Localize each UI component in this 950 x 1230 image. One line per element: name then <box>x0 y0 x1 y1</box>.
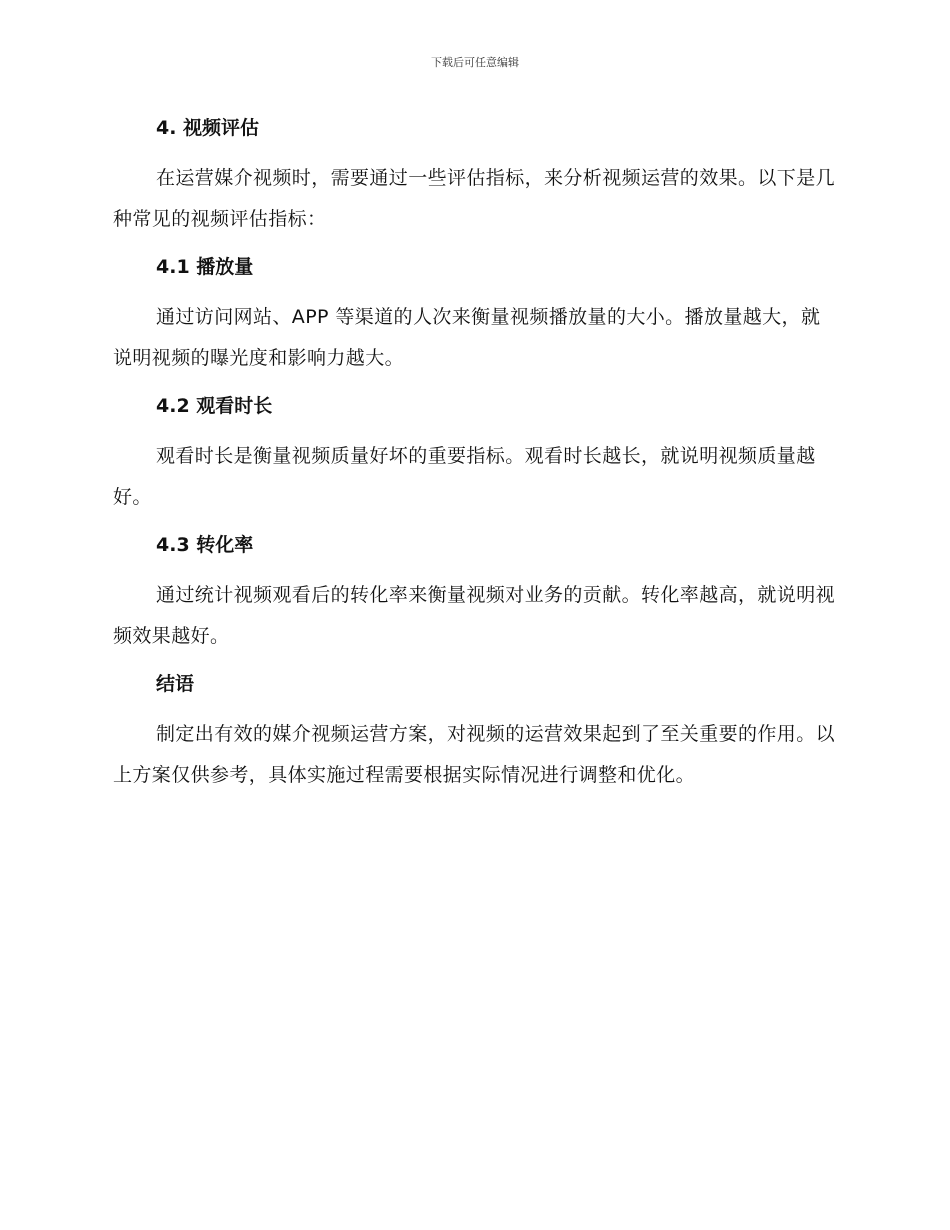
section-paragraph: 通过访问网站、APP 等渠道的人次来衡量视频播放量的大小。播放量越大，就说明视频的曝光度和影响力越大。 <box>113 306 821 369</box>
section-heading: 结语 <box>156 673 195 695</box>
section-paragraph: 在运营媒介视频时，需要通过一些评估指标，来分析视频运营的效果。以下是几种常见的视频评估指标： <box>113 167 836 230</box>
section-paragraph: 通过统计视频观看后的转化率来衡量视频对业务的贡献。转化率越高，就说明视频效果越好。 <box>113 584 836 647</box>
page-header: 下载后可任意编辑 <box>431 56 519 69</box>
section-paragraph: 观看时长是衡量视频质量好坏的重要指标。观看时长越长，就说明视频质量越好。 <box>113 445 816 508</box>
section-video-evaluation <box>113 112 835 240</box>
section-heading: 4.2 观看时长 <box>156 395 273 417</box>
section-conclusion <box>113 668 835 796</box>
section-heading: 4. 视频评估 <box>156 117 260 139</box>
section-paragraph: 制定出有效的媒介视频运营方案，对视频的运营效果起到了至关重要的作用。以上方案仅供参考，具体实施过程需要根据实际情况进行调整和优化。 <box>113 723 836 786</box>
section-watch-time <box>113 390 835 518</box>
section-conversion-rate <box>113 529 835 657</box>
section-play-count <box>113 251 835 379</box>
section-heading: 4.1 播放量 <box>156 256 254 278</box>
document-body <box>113 112 835 807</box>
section-heading: 4.3 转化率 <box>156 534 254 556</box>
